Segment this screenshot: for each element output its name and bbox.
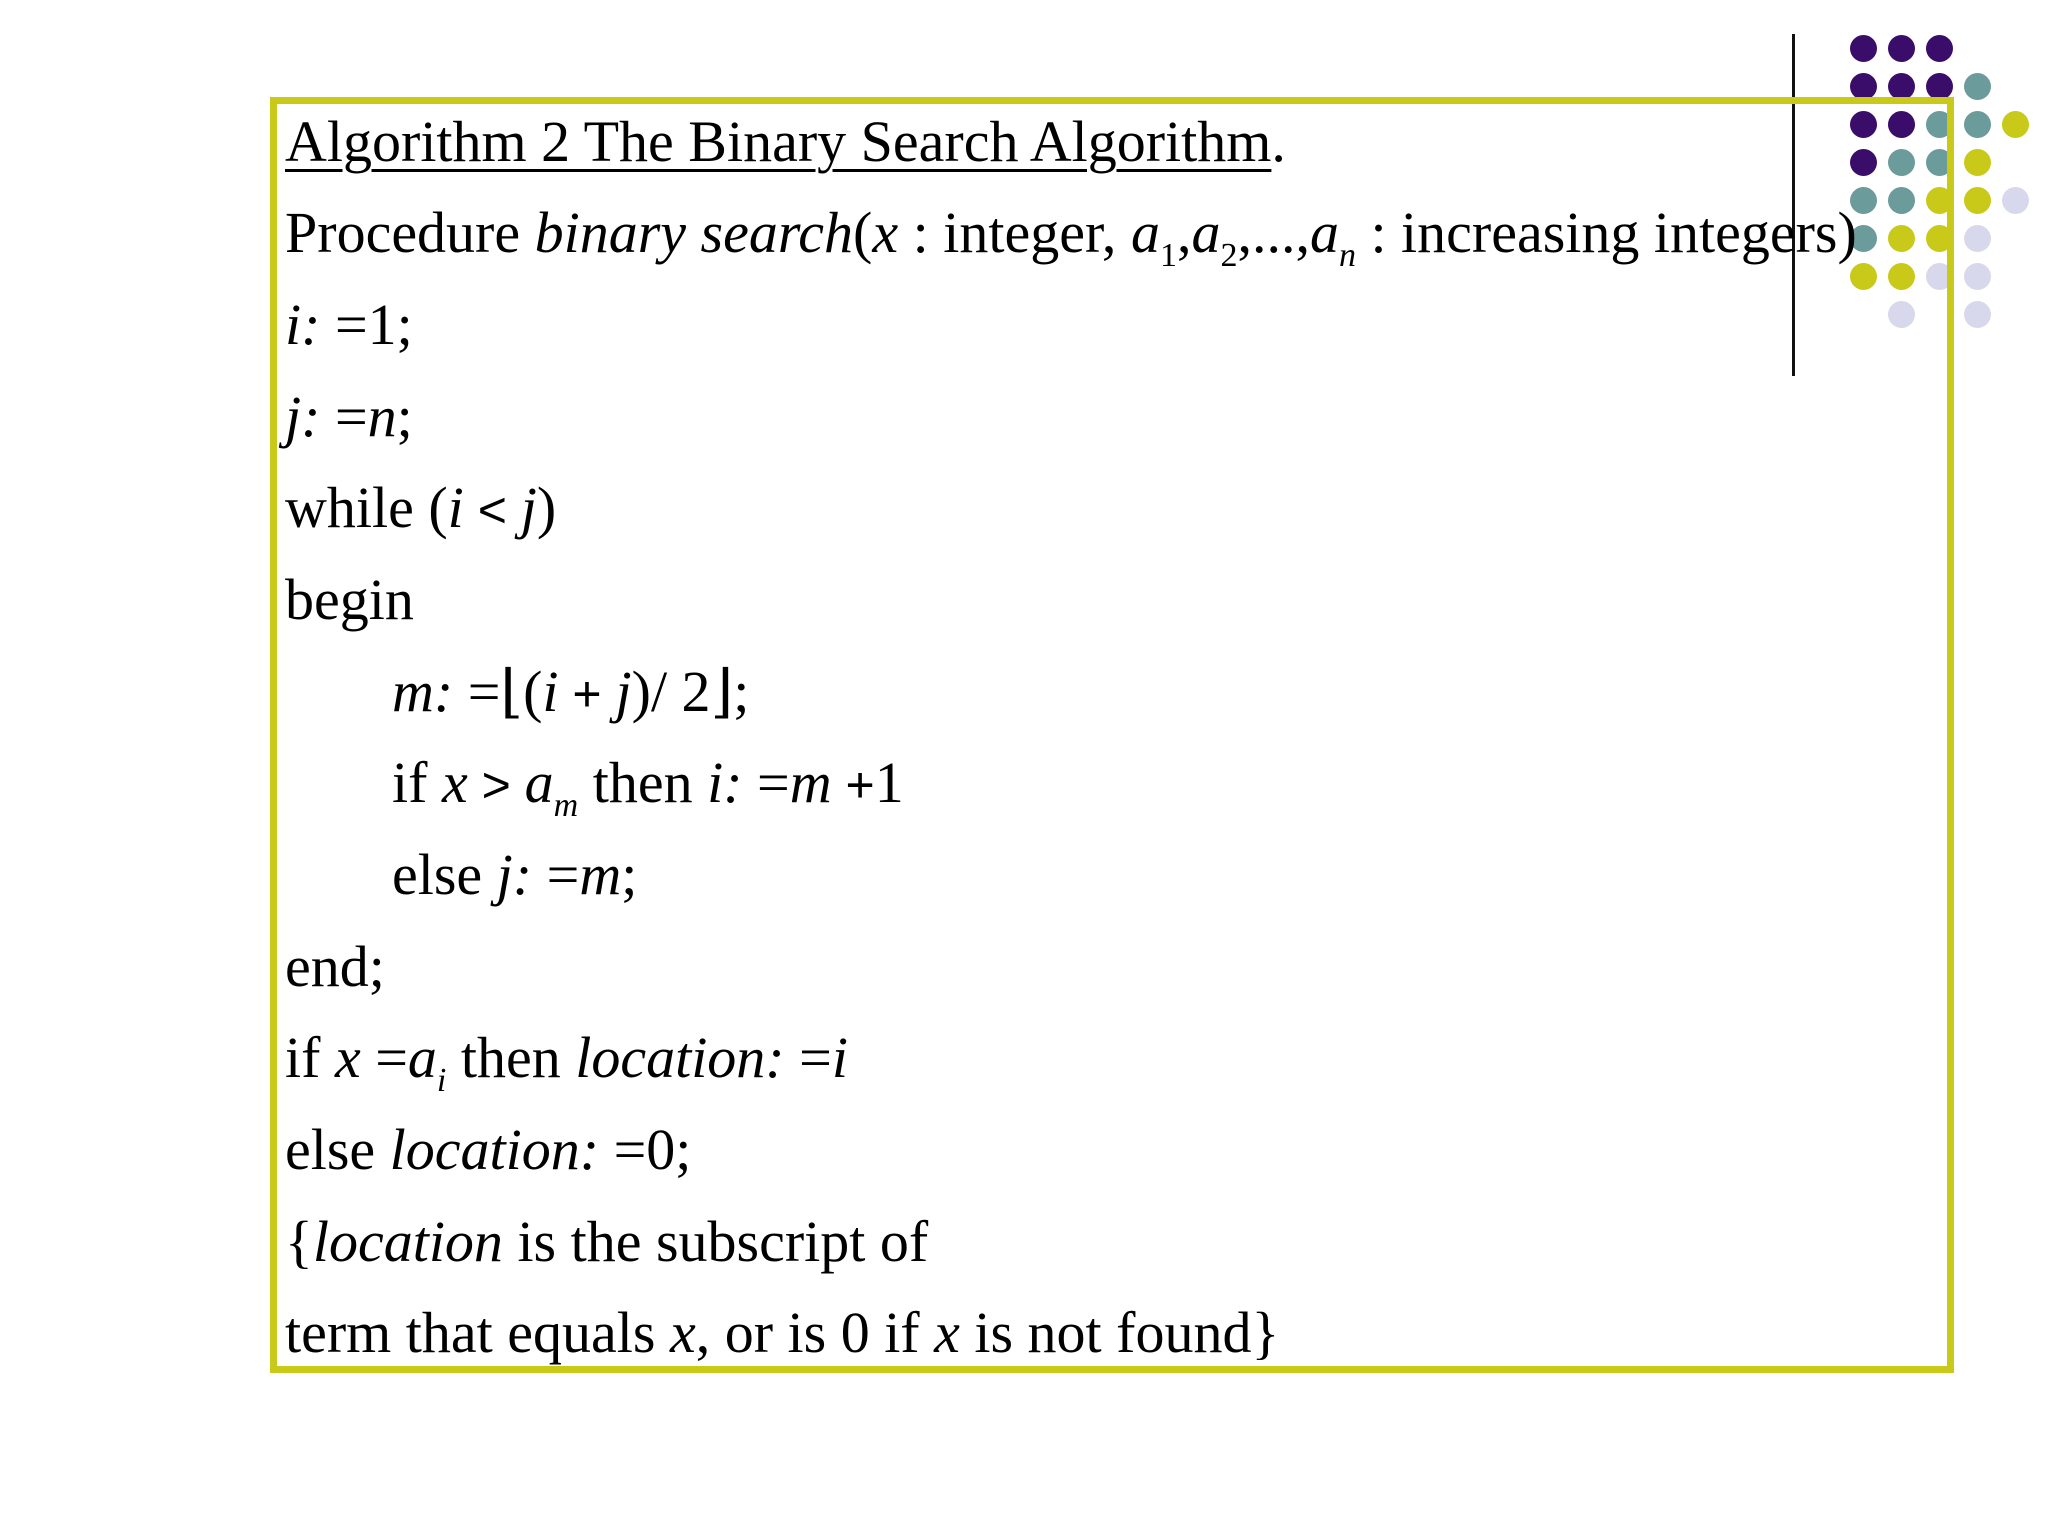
- midpoint-line: m: =⌊(i + j)/ 2⌋;: [392, 659, 750, 724]
- while-line: while (i < j): [285, 475, 557, 540]
- init-j-line: j: =n;: [285, 384, 413, 449]
- comment-line-1: {location is the subscript of: [285, 1209, 929, 1274]
- else-location-line: else location: =0;: [285, 1117, 692, 1182]
- decorative-dot: [1888, 35, 1915, 62]
- if-compare-line: if $x > a_m$ then i: =m +1: [392, 750, 904, 824]
- begin-line: begin: [285, 567, 414, 632]
- if-location-line: if $x =a_i$ then location: =i: [285, 1025, 848, 1099]
- decorative-dot: [1964, 149, 1991, 176]
- procedure-line: Procedure binary search(x : integer, $a_1,a_2,...,a_n$ : increasing integers): [285, 200, 1857, 274]
- decorative-dot: [2002, 187, 2029, 214]
- end-line: end;: [285, 934, 385, 999]
- algorithm-title: Algorithm 2 The Binary Search Algorithm.: [285, 109, 1286, 174]
- else-compare-line: else j: =m;: [392, 842, 638, 907]
- decorative-dot: [2002, 111, 2029, 138]
- decorative-dot: [1964, 111, 1991, 138]
- comment-line-2: term that equals x, or is 0 if x is not found}: [285, 1300, 1280, 1365]
- decorative-dot: [1926, 35, 1953, 62]
- decorative-dot: [1850, 35, 1877, 62]
- decorative-dot: [1850, 73, 1877, 100]
- decorative-dot: [1964, 73, 1991, 100]
- decorative-dot: [1964, 187, 1991, 214]
- init-i-line: i: =1;: [285, 292, 413, 357]
- decorative-dot: [1964, 225, 1991, 252]
- decorative-dot: [1888, 73, 1915, 100]
- decorative-dot: [1964, 301, 1991, 328]
- decorative-dot: [1926, 73, 1953, 100]
- decorative-dot: [1964, 263, 1991, 290]
